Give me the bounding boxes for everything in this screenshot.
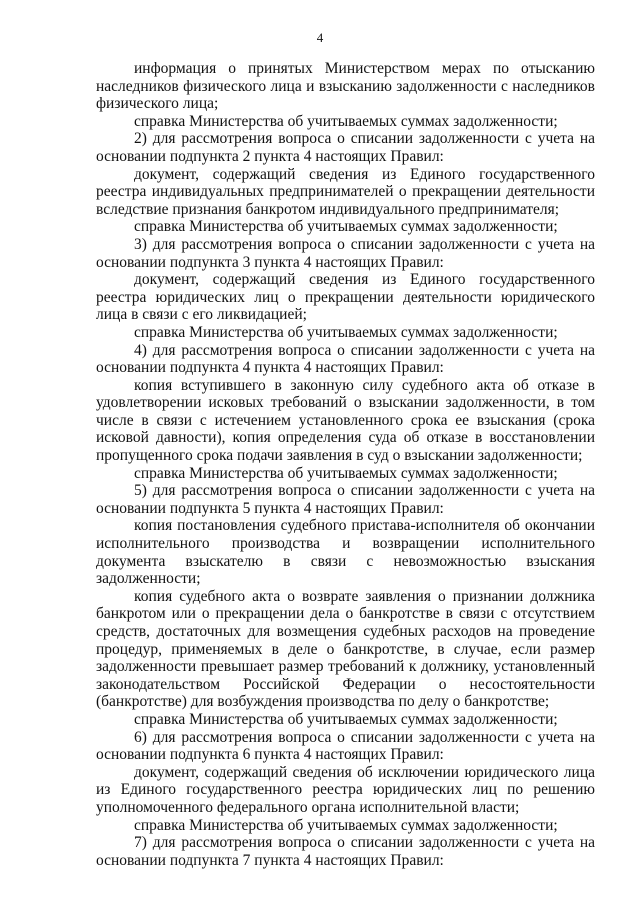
- paragraph-debt-certificate: справка Министерства об учитываемых суммах задолженности;: [134, 710, 558, 728]
- paragraph-legal-entity-registry-document: документ, содержащий сведения из Единого государственного реестра юридических лиц о прекращении деятельности юридического лица в связи с его ликвидацией;: [96, 271, 595, 324]
- paragraph-item-6: 6) для рассмотрения вопроса о списании задолженности с учета на основании подпункта 6 пункта 4 настоящих Правил:: [96, 728, 595, 764]
- paragraph-item-4: 4) для рассмотрения вопроса о списании задолженности с учета на основании подпункта 4 пункта 4 настоящих Правил:: [96, 341, 595, 377]
- paragraph-item-3: 3) для рассмотрения вопроса о списании задолженности с учета на основании подпункта 3 пункта 4 настоящих Правил:: [96, 235, 595, 271]
- page-number: 4: [316, 30, 324, 45]
- paragraph-item-7: 7) для рассмотрения вопроса о списании задолженности с учета на основании подпункта 7 пункта 4 настоящих Правил:: [96, 834, 595, 869]
- paragraph-bailiff-resolution-copy: копия постановления судебного пристава-исполнителя об окончании исполнительного производства и возвращении исполнительного документа взыскателю в связи с невозможностью взыскания задолженности;: [96, 517, 595, 588]
- paragraph-debt-certificate: справка Министерства об учитываемых суммах задолженности;: [134, 323, 558, 341]
- paragraph-item-2: 2) для рассмотрения вопроса о списании задолженности с учета на основании подпункта 2 пункта 4 настоящих Правил:: [96, 130, 595, 165]
- paragraph-debt-certificate: справка Министерства об учитываемых суммах задолженности;: [134, 464, 558, 482]
- paragraph-debt-certificate: справка Министерства об учитываемых суммах задолженности;: [134, 218, 558, 236]
- paragraph-ip-registry-document: документ, содержащий сведения из Единого государственного реестра индивидуальных предпринимателей о прекращении деятельности вследствие признания банкротом индивидуального предпринимателя;: [96, 165, 595, 218]
- paragraph-bankruptcy-court-act-copy: копия судебного акта о возврате заявления о признании должника банкротом или о прекращении дела о банкротстве в связи с отсутствием средств, достаточных для возмещения судебных расходов на проведение процедур, применяемых в деле о банкротстве, в случае, если размер задолженности превышает размер требований к должнику, установленный законодательством Российской Федерации о несостоятельности (банкротстве) для возбуждения производства по делу о банкротстве;: [96, 587, 595, 711]
- document-body: [96, 60, 595, 869]
- paragraph-heirs-info: информация о принятых Министерством мерах по отысканию наследников физического лица и взысканию задолженности с наследников физического лица;: [96, 60, 595, 113]
- paragraph-court-act-copy: копия вступившего в законную силу судебного акта об отказе в удовлетворении исковых требований о взыскании задолженности, в том числе в связи с истечением установленного срока ее взыскания (срока исковой давности), копия определения суда об отказе в восстановлении пропущенного срока подачи заявления в суд о взыскании задолженности;: [96, 376, 595, 465]
- paragraph-exclusion-document: документ, содержащий сведения об исключении юридического лица из Единого государственного реестра юридических лиц по решению уполномоченного федерального органа исполнительной власти;: [96, 763, 595, 816]
- paragraph-item-5: 5) для рассмотрения вопроса о списании задолженности с учета на основании подпункта 5 пункта 4 настоящих Правил:: [96, 482, 595, 517]
- paragraph-debt-certificate: справка Министерства об учитываемых суммах задолженности;: [134, 816, 558, 834]
- paragraph-debt-certificate: справка Министерства об учитываемых суммах задолженности;: [134, 112, 558, 130]
